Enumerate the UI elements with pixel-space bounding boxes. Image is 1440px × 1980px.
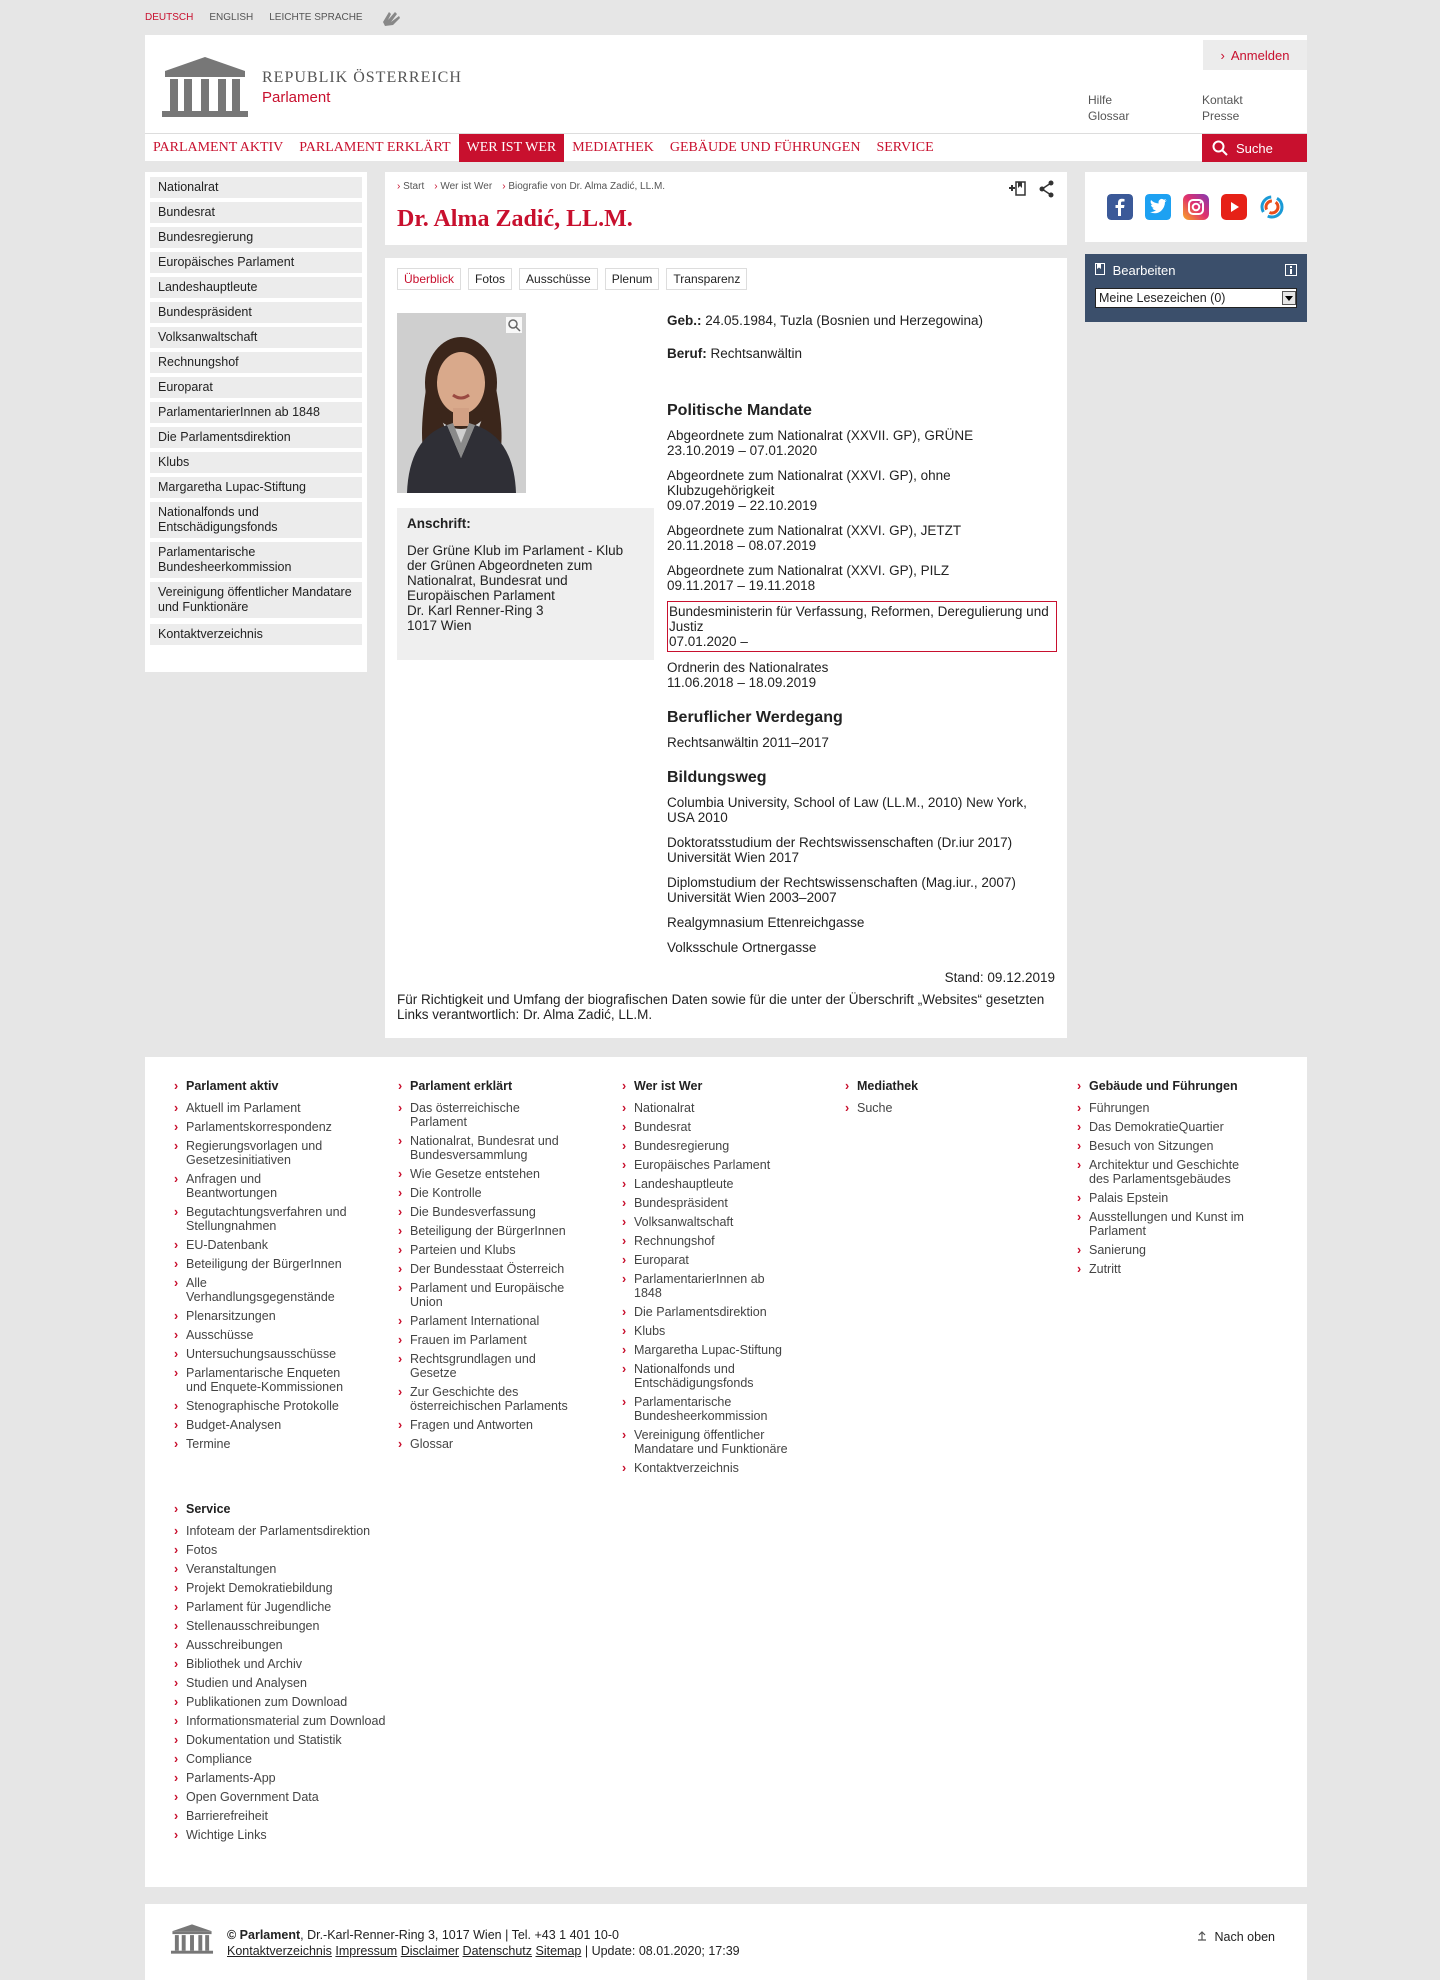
footer-link[interactable]: › Stellenausschreibungen (174, 1619, 434, 1633)
footer-link[interactable]: › Rechtsgrundlagen und Gesetze (398, 1352, 548, 1380)
footer-address: , Dr.-Karl-Renner-Ring 3, 1017 Wien | Tel. +43 1 401 10-0 (300, 1928, 619, 1942)
sidebar-item-landeshauptleute[interactable]: Landeshauptleute (150, 277, 362, 298)
mandate-entry (667, 426, 1057, 460)
social-links (1085, 172, 1307, 242)
footer-link[interactable]: › Architektur und Geschichte des Parlamentsgebäudes (1077, 1158, 1257, 1186)
zoom-icon[interactable] (506, 317, 522, 333)
footer-link[interactable]: › Zutritt (1077, 1262, 1277, 1276)
footer-link[interactable]: › Bundesregierung (622, 1139, 822, 1153)
footer-link[interactable]: › Parlaments-App (174, 1771, 434, 1785)
education-entry: Doktoratsstudium der Rechtswissenschaften (Dr.iur 2017) Universität Wien 2017 (667, 835, 1013, 865)
footer-link[interactable]: › EU-Datenbank (174, 1238, 374, 1252)
footer-link[interactable]: › Bibliothek und Archiv (174, 1657, 434, 1671)
mandate-title: Bundesministerin für Verfassung, Reformen, Deregulierung und Justiz (669, 604, 1049, 634)
sidebar-navigation (145, 172, 367, 672)
portrait-photo[interactable] (397, 313, 526, 493)
share-icon[interactable] (1039, 180, 1055, 198)
sidebar-item-parlamentsdirektion[interactable]: Die Parlamentsdirektion (150, 427, 362, 448)
mandate-title: Abgeordnete zum Nationalrat (XXVI. GP), PILZ (667, 563, 950, 578)
footer-link[interactable]: › Die Kontrolle (398, 1186, 598, 1200)
add-bookmark-icon[interactable] (1007, 180, 1027, 198)
footer-link[interactable]: › Vereinigung öffentlicher Mandatare und Funktionäre (622, 1428, 802, 1456)
address-line: Dr. Karl Renner-Ring 3 (407, 603, 544, 618)
logo-subtitle: Parlament (262, 88, 331, 106)
logo-title: REPUBLIK ÖSTERREICH (262, 68, 462, 86)
profession-value: Rechtsanwältin (710, 346, 803, 361)
sidebar-item-lupac[interactable]: Margaretha Lupac-Stiftung (150, 477, 362, 498)
address-label: Anschrift: (407, 516, 471, 531)
footer-link[interactable]: › Parlamentskorrespondenz (174, 1120, 374, 1134)
biography-content (385, 258, 1067, 1038)
address-line: Der Grüne Klub im Parlament - Klub der Grünen Abgeordneten zum Nationalrat, Bundesrat und Europäischen Parlament (407, 543, 624, 603)
nav-mediathek[interactable]: MEDIATHEK (572, 139, 654, 155)
footer-link[interactable]: › Parlamentarische Bundesheerkommission (622, 1395, 762, 1423)
sidebar-item-volksanwaltschaft[interactable]: Volksanwaltschaft (150, 327, 362, 348)
sidebar-item-bundespraesident[interactable]: Bundespräsident (150, 302, 362, 323)
page-title: Dr. Alma Zadić, LL.M. (397, 206, 633, 232)
footer-disclaimer-link[interactable]: Disclaimer (400, 1944, 460, 1958)
footer-datenschutz-link[interactable]: Datenschutz (462, 1944, 533, 1958)
parliament-building-icon (160, 55, 250, 119)
sidebar-item-nationalfonds[interactable]: Nationalfonds und Entschädigungsfonds (150, 502, 362, 538)
profession-info (667, 346, 1057, 361)
sidebar-item-europarat[interactable]: Europarat (150, 377, 362, 398)
address-line: 1017 Wien (407, 618, 472, 633)
mandate-title: Abgeordnete zum Nationalrat (XXVI. GP), ohne Klubzugehörigkeit (667, 468, 951, 498)
sidebar-item-rechnungshof[interactable]: Rechnungshof (150, 352, 362, 373)
birth-label: Geb.: (667, 313, 702, 328)
footer-column (174, 1502, 434, 1847)
page-header-box (385, 172, 1067, 245)
footer-link[interactable]: › Nationalrat, Bundesrat und Bundesversammlung (398, 1134, 578, 1162)
profession-label: Beruf: (667, 346, 707, 361)
career-entry: Rechtsanwältin 2011–2017 (667, 735, 829, 750)
sidebar-item-parlamentarier[interactable]: ParlamentarierInnen ab 1848 (150, 402, 362, 423)
bottom-bar (145, 1904, 1307, 1980)
footer-column-heading[interactable]: › Parlament erklärt (398, 1079, 598, 1093)
footer-link[interactable]: › Projekt Demokratiebildung (174, 1581, 434, 1595)
info-icon[interactable] (1285, 264, 1297, 276)
education-heading: Bildungsweg (667, 769, 767, 786)
sidebar-item-kontaktverzeichnis[interactable]: Kontaktverzeichnis (150, 624, 362, 645)
login-label: Anmelden (1230, 47, 1290, 63)
mandate-dates: 09.07.2019 – 22.10.2019 (667, 498, 818, 513)
mandate-title: Abgeordnete zum Nationalrat (XXVI. GP), JETZT (667, 523, 962, 538)
sidebar-item-bundesheerkommission[interactable]: Parlamentarische Bundesheerkommission (150, 542, 362, 578)
tab-fotos[interactable]: Fotos (468, 268, 512, 290)
sidebar-item-nationalrat[interactable]: Nationalrat (150, 177, 362, 198)
footer-link[interactable]: › Ausschüsse (174, 1328, 374, 1342)
footer-link[interactable]: › Nationalfonds und Entschädigungsfonds (622, 1362, 762, 1390)
mandate-entry (667, 466, 1057, 515)
breadcrumb-item[interactable] (434, 181, 492, 192)
footer-update: | Update: 08.01.2020; 17:39 (584, 1944, 740, 1958)
search-icon (1212, 140, 1228, 156)
footer-link[interactable]: › Das österreichische Parlament (398, 1101, 538, 1129)
sidebar-item-bundesrat[interactable]: Bundesrat (150, 202, 362, 223)
breadcrumb-item[interactable] (397, 181, 424, 192)
footer-link[interactable]: › Parlament International (398, 1314, 598, 1328)
bookmarks-select-value: Meine Lesezeichen (0) (1099, 291, 1226, 305)
lang-english-link[interactable]: ENGLISH (209, 12, 254, 23)
footer-column (845, 1079, 1045, 1120)
footer-link[interactable]: › Suche (845, 1101, 1045, 1115)
footer-sitemap-link[interactable]: Sitemap (535, 1944, 582, 1958)
back-to-top-link[interactable] (1197, 1930, 1275, 1944)
lang-german-link[interactable]: DEUTSCH (145, 12, 194, 23)
footer-column-heading[interactable]: › Parlament aktiv (174, 1079, 374, 1093)
education-entry: Columbia University, School of Law (LL.M., 2010) New York, USA 2010 (667, 795, 1027, 825)
back-to-top-label: Nach oben (1214, 1930, 1275, 1944)
toolbox-title: Bearbeiten (1112, 262, 1176, 278)
footer-link[interactable]: › Fragen und Antworten (398, 1418, 598, 1432)
facebook-icon[interactable] (1107, 194, 1133, 220)
footer-link[interactable]: › Parlament und Europäische Union (398, 1281, 578, 1309)
mandates-heading: Politische Mandate (667, 402, 812, 419)
nav-parlament-aktiv[interactable]: PARLAMENT AKTIV (153, 139, 284, 155)
footer-column-heading[interactable]: › Gebäude und Führungen (1077, 1079, 1277, 1093)
footer-link[interactable]: › Der Bundesstaat Österreich (398, 1262, 598, 1276)
parliament-small-logo (170, 1922, 214, 1956)
birth-info (667, 313, 1057, 328)
footer-links-line (227, 1943, 740, 1959)
footer-link[interactable]: › Studien und Analysen (174, 1676, 434, 1690)
search-label: Suche (1236, 140, 1273, 156)
login-button[interactable] (1203, 40, 1307, 70)
footer-column (1077, 1079, 1277, 1281)
search-button[interactable] (1202, 134, 1307, 162)
chevron-down-icon (1282, 291, 1296, 305)
chevron-right-icon: › (434, 181, 441, 192)
footer-link[interactable]: › Besuch von Sitzungen (1077, 1139, 1277, 1153)
mandate-title: Abgeordnete zum Nationalrat (XXVII. GP), GRÜNE (667, 428, 974, 443)
help-links (1088, 92, 1129, 124)
footer-link[interactable]: › Infoteam der Parlamentsdirektion (174, 1524, 434, 1538)
footer-link[interactable]: › Beteiligung der BürgerInnen (398, 1224, 598, 1238)
footer-link[interactable]: › ParlamentarierInnen ab 1848 (622, 1272, 772, 1300)
breadcrumb-item (502, 181, 665, 192)
mandate-entry (667, 658, 1057, 692)
lang-easy-link[interactable]: LEICHTE SPRACHE (269, 12, 363, 23)
footer-link[interactable]: › Zur Geschichte des österreichischen Parlaments (398, 1385, 588, 1413)
breadcrumb (397, 181, 665, 192)
tab-ausschuesse[interactable]: Ausschüsse (519, 268, 598, 290)
sidebar-item-bundesregierung[interactable]: Bundesregierung (150, 227, 362, 248)
sign-language-icon[interactable] (379, 8, 403, 28)
education-entry: Volksschule Ortnergasse (667, 940, 817, 955)
career-heading: Beruflicher Werdegang (667, 709, 843, 726)
footer-org: © Parlament (227, 1928, 301, 1942)
footer-link[interactable]: › Untersuchungsausschüsse (174, 1347, 374, 1361)
footer-link[interactable]: › Beteiligung der BürgerInnen (174, 1257, 374, 1271)
footer-link[interactable]: › Ausschreibungen (174, 1638, 434, 1652)
footer-link[interactable]: › Ausstellungen und Kunst im Parlament (1077, 1210, 1267, 1238)
nav-wer-ist-wer[interactable]: WER IST WER (459, 134, 565, 162)
breadcrumb-label: Start (403, 181, 425, 192)
toolbox-header (1095, 260, 1297, 280)
nav-parlament-erklaert[interactable]: PARLAMENT ERKLÄRT (299, 139, 451, 155)
demokratie-webstatt-icon[interactable] (1259, 194, 1285, 220)
footer-impressum-link[interactable]: Impressum (335, 1944, 398, 1958)
contact-link[interactable]: Kontakt (1202, 93, 1243, 107)
footer-column-heading[interactable]: › Wer ist Wer (622, 1079, 822, 1093)
mandate-dates: 23.10.2019 – 07.01.2020 (667, 443, 818, 458)
bookmark-icon (1095, 263, 1105, 275)
disclaimer-text: Für Richtigkeit und Umfang der biografischen Daten sowie für die unter der Überschrift „Websites“ gesetzten Links verantwortlich: Dr. Alma Zadić, LL.M. (397, 992, 1045, 1022)
footer-column (174, 1079, 374, 1456)
footer-link[interactable]: › Barrierefreiheit (174, 1809, 434, 1823)
edit-toolbox (1085, 254, 1307, 322)
footer-link[interactable]: › Wie Gesetze entstehen (398, 1167, 598, 1181)
nav-gebaeude[interactable]: GEBÄUDE UND FÜHRUNGEN (669, 139, 861, 155)
footer-link[interactable]: › Bundespräsident (622, 1196, 822, 1210)
footer-link[interactable]: › Die Bundesverfassung (398, 1205, 598, 1219)
breadcrumb-label: Biografie von Dr. Alma Zadić, LL.M. (508, 181, 666, 192)
mandate-dates: 11.06.2018 – 18.09.2019 (667, 675, 817, 690)
footer-sitemap (145, 1057, 1307, 1887)
mandate-entry (667, 561, 1057, 595)
parliament-logo[interactable] (160, 55, 462, 119)
footer-info (227, 1927, 740, 1959)
sidebar-item-eu-parlament[interactable]: Europäisches Parlament (150, 252, 362, 273)
footer-link[interactable]: › Landeshauptleute (622, 1177, 822, 1191)
address-box (397, 508, 654, 660)
footer-link[interactable]: › Parteien und Klubs (398, 1243, 598, 1257)
birth-value: 24.05.1984, Tuzla (Bosnien und Herzegowina) (705, 313, 983, 328)
twitter-icon[interactable] (1145, 194, 1171, 220)
main-navigation (145, 133, 1307, 161)
footer-link[interactable]: › Volksanwaltschaft (622, 1215, 822, 1229)
footer-link[interactable]: › Dokumentation und Statistik (174, 1733, 434, 1747)
footer-link[interactable]: › Parlament für Jugendliche (174, 1600, 434, 1614)
footer-column-heading[interactable]: › Mediathek (845, 1079, 1045, 1093)
footer-link[interactable]: › Anfragen und Beantwortungen (174, 1172, 294, 1200)
footer-link[interactable]: › Führungen (1077, 1101, 1277, 1115)
sidebar-item-klubs[interactable]: Klubs (150, 452, 362, 473)
chevron-right-icon: › (502, 181, 509, 192)
footer-link[interactable]: › Glossar (398, 1437, 598, 1451)
mandate-entry-current (667, 601, 1057, 652)
tab-ueberblick[interactable]: Überblick (397, 268, 461, 290)
footer-link[interactable]: › Nationalrat (622, 1101, 822, 1115)
footer-link[interactable]: › Europäisches Parlament (622, 1158, 822, 1172)
footer-link[interactable]: › Rechnungshof (622, 1234, 822, 1248)
footer-link[interactable]: › Stenographische Protokolle (174, 1399, 374, 1413)
footer-link[interactable]: › Wichtige Links (174, 1828, 434, 1842)
glossary-link[interactable]: Glossar (1088, 109, 1130, 123)
footer-link[interactable]: › Informationsmaterial zum Download (174, 1714, 434, 1728)
toolbox-title-group (1095, 263, 1176, 278)
footer-kontakt-link[interactable]: Kontaktverzeichnis (227, 1944, 332, 1958)
footer-link[interactable]: › Open Government Data (174, 1790, 434, 1804)
portrait-image (397, 313, 526, 493)
footer-address-line (227, 1927, 740, 1943)
last-updated: Stand: 09.12.2019 (944, 970, 1055, 985)
footer-column (622, 1079, 822, 1480)
nav-service[interactable]: SERVICE (876, 139, 934, 155)
footer-link[interactable]: › Budget-Analysen (174, 1418, 374, 1432)
footer-link[interactable]: › Parlamentarische Enqueten und Enquete-Kommissionen (174, 1366, 354, 1394)
footer-link[interactable]: › Sanierung (1077, 1243, 1277, 1257)
mandate-entry (667, 521, 1057, 555)
site-header (145, 35, 1307, 133)
tab-transparenz[interactable]: Transparenz (666, 268, 747, 290)
footer-link[interactable]: › Das DemokratieQuartier (1077, 1120, 1277, 1134)
tab-plenum[interactable]: Plenum (605, 268, 660, 290)
footer-link[interactable]: › Publikationen zum Download (174, 1695, 434, 1709)
biography-details (667, 313, 1057, 963)
footer-column (398, 1079, 598, 1456)
mandate-dates: 09.11.2017 – 19.11.2018 (667, 578, 816, 593)
instagram-icon[interactable] (1183, 194, 1209, 220)
footer-link[interactable]: › Margaretha Lupac-Stiftung (622, 1343, 822, 1357)
footer-link[interactable]: › Termine (174, 1437, 374, 1451)
footer-link[interactable]: › Fotos (174, 1543, 434, 1557)
mandate-title: Ordnerin des Nationalrates (667, 660, 829, 675)
help-link[interactable]: Hilfe (1088, 93, 1113, 107)
chevron-right-icon: › (397, 181, 404, 192)
footer-link[interactable]: › Die Parlamentsdirektion (622, 1305, 822, 1319)
footer-link[interactable]: › Europarat (622, 1253, 822, 1267)
footer-column-heading[interactable]: › Service (174, 1502, 434, 1516)
youtube-icon[interactable] (1221, 194, 1247, 220)
footer-link[interactable]: › Compliance (174, 1752, 434, 1766)
footer-link[interactable]: › Aktuell im Parlament (174, 1101, 374, 1115)
footer-link[interactable]: › Alle Verhandlungsgegenstände (174, 1276, 324, 1304)
sidebar-item-vereinigung[interactable]: Vereinigung öffentlicher Mandatare und Funktionäre (150, 582, 362, 618)
mandate-dates: 07.01.2020 – (669, 634, 748, 649)
footer-link[interactable]: › Regierungsvorlagen und Gesetzesinitiativen (174, 1139, 334, 1167)
footer-link[interactable]: › Begutachtungsverfahren und Stellungnahmen (174, 1205, 354, 1233)
footer-link[interactable]: › Frauen im Parlament (398, 1333, 598, 1347)
language-bar (145, 0, 1307, 35)
bookmarks-select[interactable] (1095, 288, 1297, 308)
title-actions (1007, 180, 1055, 198)
education-entry: Diplomstudium der Rechtswissenschaften (Mag.iur., 2007) Universität Wien 2003–2007 (667, 875, 1016, 905)
footer-link[interactable]: › Kontaktverzeichnis (622, 1461, 822, 1475)
chevron-right-icon: › (1220, 47, 1225, 63)
breadcrumb-label: Wer ist Wer (440, 181, 493, 192)
mandate-dates: 20.11.2018 – 08.07.2019 (667, 538, 817, 553)
press-link[interactable]: Presse (1202, 109, 1240, 123)
education-entry: Realgymnasium Ettenreichgasse (667, 915, 865, 930)
contact-links (1202, 92, 1243, 124)
footer-link[interactable]: › Palais Epstein (1077, 1191, 1277, 1205)
biography-tabs (397, 268, 747, 290)
footer-link[interactable]: › Klubs (622, 1324, 822, 1338)
footer-link[interactable]: › Veranstaltungen (174, 1562, 434, 1576)
footer-link[interactable]: › Bundesrat (622, 1120, 822, 1134)
arrow-up-icon (1197, 1931, 1207, 1941)
footer-link[interactable]: › Plenarsitzungen (174, 1309, 374, 1323)
